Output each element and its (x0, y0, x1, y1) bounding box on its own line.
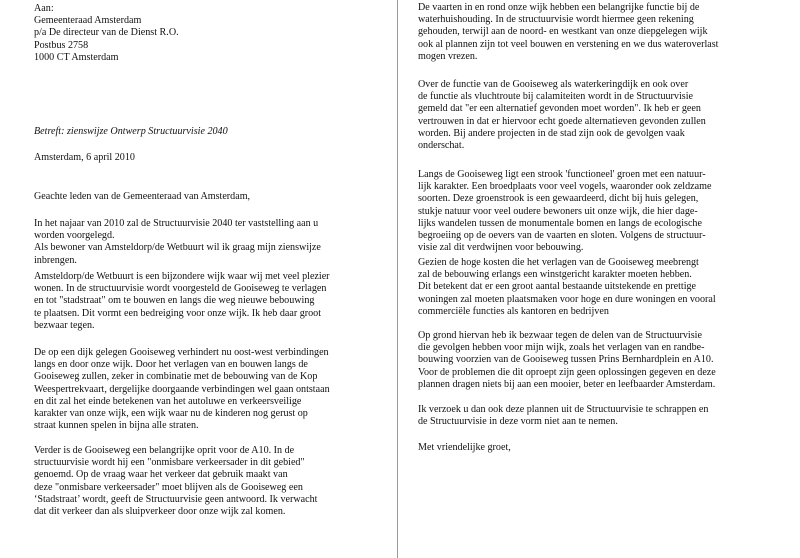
text-line: Dit betekent dat er een groot aantal bestaande uitstekende en prettige (418, 281, 697, 293)
paragraph-costs (418, 257, 716, 318)
text-line: Verder is de Gooiseweg een belangrijke oprit voor de A10. In de (34, 445, 295, 456)
text-line: en dit zal het einde betekenen van het autoluwe en verkeersveilige (34, 395, 302, 407)
closing: Met vriendelijke groet, (418, 442, 511, 453)
text-line: de Structuurvisie in deze vorm niet aan te nemen. (418, 416, 618, 428)
text-line: vertrouwen in dat er hiervoor echt goede alternatieven gevonden zullen (418, 115, 706, 127)
text-line: soorten. Deze groenstrook is een gewaardeerd, dicht bij huis gelegen, (418, 193, 699, 205)
text-line: De vaarten in en rond onze wijk hebben een belangrijke functie bij de (418, 2, 700, 13)
subject-line: Betreft: zienswijze Ontwerp Structuurvisie 2040 (34, 126, 228, 137)
text-line: bouwing voorzien van de Gooiseweg tussen Prins Bernhardplein en A10. (418, 354, 714, 366)
text-line: Weespertrekvaart, dergelijke doorgaande verbindingen wel gaan ontstaan (34, 383, 330, 395)
text-line: 1000 CT Amsterdam (34, 51, 119, 63)
left-page (0, 0, 398, 558)
text-line: karakter van onze wijk, een wijk waar nu de kinderen nog gerust op (34, 408, 308, 420)
text-line: straat kunnen spelen in bijna alle straten. (34, 420, 199, 432)
text-line: Als bewoner van Amsteldorp/de Wetbuurt wil ik graag mijn zienswijze (34, 242, 321, 254)
text-line: deze "onmisbare verkeersader" moet blijven als de Gooiseweg een (34, 481, 303, 493)
paragraph-water (418, 2, 718, 63)
text-line: Gezien de hoge kosten die het verlagen van de Gooiseweg meebrengt (418, 257, 699, 268)
text-line: p/a De directeur van de Dienst R.O. (34, 27, 179, 39)
recipient-address (34, 3, 179, 64)
text-line: lijks wandelen tussen de monumentale bomen en langs de ecologische (418, 217, 702, 229)
text-line: Ik verzoek u dan ook deze plannen uit de Structuurvisie te schrappen en (418, 404, 709, 415)
text-line: Op grond hiervan heb ik bezwaar tegen de delen van de Structuurvisie (418, 330, 702, 341)
text-line: ‘Stadstraat’ wordt, geeft de Structuurvisie geen antwoord. Ik verwacht (34, 493, 318, 505)
paragraph-objection (418, 330, 716, 391)
text-line: Voor de problemen die dit oproept zijn geen oplossingen gegeven en deze (418, 366, 716, 378)
text-line: woningen zal moeten plaatsmaken voor hoge en dure woningen en vooral (418, 293, 716, 305)
text-line: de functie als vluchtroute bij calamiteiten wordt in de Structuurvisie (418, 91, 693, 103)
text-line: onderschat. (418, 140, 465, 152)
paragraph-neighbourhood (34, 271, 330, 332)
text-line: waterhuishouding. In de structuurvisie wordt hiermee geen rekening (418, 14, 694, 26)
paragraph-traffic (34, 445, 317, 518)
text-line: gehouden, terwijl aan de noord- en westkant van onze diepgelegen wijk (418, 26, 708, 38)
text-line: stukje natuur voor veel oudere bewoners uit onze wijk, die hier dage- (418, 205, 698, 217)
text-line: Amsteldorp/de Wetbuurt is een bijzondere wijk waar wij met veel plezier (34, 271, 330, 282)
paragraph-intro (34, 218, 321, 267)
text-line: structuurvisie wordt hij een "onmisbare verkeersader in dit gebied" (34, 457, 305, 469)
text-line: plannen dragen niets bij aan een mooier, beter en leefbaarder Amsterdam. (418, 378, 716, 390)
text-line: In het najaar van 2010 zal de Structuurvisie 2040 ter vaststelling aan u (34, 218, 319, 229)
text-line: Gemeenteraad Amsterdam (34, 15, 142, 27)
paragraph-dike (418, 79, 706, 152)
text-line: gemeld dat "er een alternatief gevonden moet worden". Ik heb er geen (418, 103, 701, 115)
text-line: visie zal dit verdwijnen voor bebouwing. (418, 242, 584, 254)
paragraph-green (418, 169, 711, 254)
text-line: commerciële functies als kantoren en bedrijven (418, 305, 609, 317)
text-line: te plaatsen. Dit vormt een bedreiging voor onze wijk. Ik heb daar groot (34, 307, 322, 319)
text-line: genoemd. Op de vraag waar het verkeer dat gebruik maakt van (34, 469, 288, 481)
text-line: De op een dijk gelegen Gooiseweg verhindert nu oost-west verbindingen (34, 347, 329, 358)
text-line: Langs de Gooiseweg ligt een strook 'functioneel' groen met een natuur- (418, 169, 706, 180)
text-line: inbrengen. (34, 254, 77, 266)
paragraph-connections (34, 347, 330, 432)
text-line: bezwaar tegen. (34, 319, 95, 331)
text-line: dat dit verkeer dan als sluipverkeer door onze wijk zal komen. (34, 506, 286, 518)
text-line: worden voorgelegd. (34, 230, 115, 242)
text-line: Over de functie van de Gooiseweg als waterkeringdijk en ook over (418, 79, 689, 90)
text-line: wonen. In de structuurvisie wordt voorgesteld de Gooiseweg te verlagen (34, 283, 327, 295)
right-page (400, 0, 800, 558)
paragraph-request (418, 404, 708, 428)
text-line: worden. Bij andere projecten in de stad zijn ook de gevolgen vaak (418, 127, 685, 139)
text-line: zal de bebouwing erlangs een winstgericht karakter moeten hebben. (418, 269, 692, 281)
text-line: ook al plannen zijn tot veel bouwen en verstening en we dus wateroverlast (418, 38, 719, 50)
salutation: Geachte leden van de Gemeenteraad van Amsterdam, (34, 191, 251, 202)
text-line: langs en door onze wijk. Door het verlagen van en bouwen langs de (34, 359, 308, 371)
text-line: Postbus 2758 (34, 39, 89, 51)
text-line: en tot "stadstraat" om te bouwen en langs die weg nieuwe bebouwing (34, 295, 315, 307)
text-line: die gevolgen hebben voor mijn wijk, zoals het verlagen van en randbe- (418, 342, 705, 354)
text-line: mogen vrezen. (418, 50, 478, 62)
text-line: Gooiseweg zullen, zeker in combinatie met de bebouwing van de Kop (34, 371, 318, 383)
place-date: Amsterdam, 6 april 2010 (34, 152, 135, 163)
text-line: Aan: (34, 3, 54, 14)
text-line: lijk karakter. Een broedplaats voor veel vogels, waaronder ook zeldzame (418, 181, 712, 193)
text-line: begroeiing op de oevers van de vaarten en sloten. Volgens de structuur- (418, 230, 706, 242)
